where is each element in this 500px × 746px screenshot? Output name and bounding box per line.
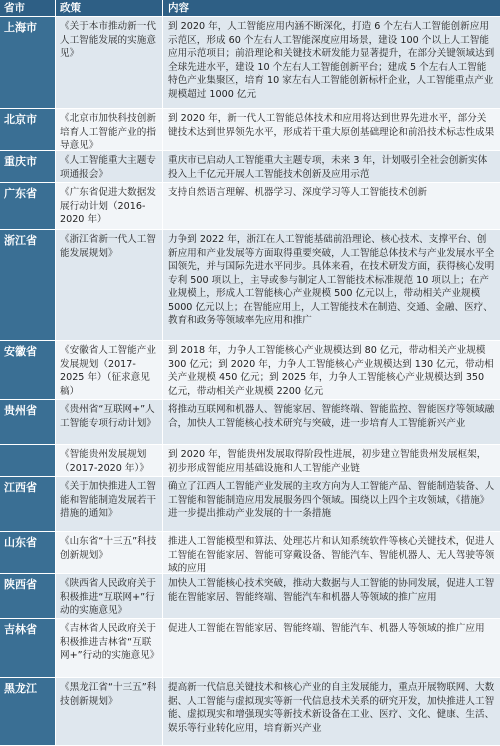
content-cell: 促进人工智能在智能家居、智能终端、智能汽车、机器人等领域的推广应用 <box>163 619 500 677</box>
policy-cell: 《吉林省人民政府关于积极推进吉林省“互联网+”行动的实施意见》 <box>56 619 163 677</box>
content-cell: 推进人工智能模型和算法、处理芯片和认知系统软件等核心关键技术，促进人工智能在智能家居、智能可穿戴设备、智能汽车、智能机器人、无人驾驶等领域的应用 <box>163 532 500 573</box>
content-cell: 到 2020 年，人工智能应用内涵不断深化，打造 6 个左右人工智能创新应用示范区，形成 60 个左右人工智能深度应用场景，建设 100 个以上人工智能应用示范项目；前沿理论和关键技术研发能力显著提升，在部分关键领域达到全球先进水平，建设 10 个左右人工智能创新平台；建成 5 个左右人工智能特色产业集聚区，培育 10 家左右人工智能创新标杆企业，人工智能重点产业规模超过 1000 亿元 <box>163 17 500 108</box>
table-row <box>0 230 500 341</box>
province-cell: 江西省 <box>0 477 56 531</box>
header-province: 省市 <box>0 0 56 16</box>
policy-cell: 《关于本市推动新一代人工智能发展的实施意见》 <box>56 17 163 108</box>
policy-cell: 《关于加快推进人工智能和智能制造发展若干措施的通知》 <box>56 477 163 531</box>
table-row <box>0 400 500 445</box>
table-row <box>0 183 500 230</box>
policy-cell: 《陕西省人民政府关于积极推进“互联网+”行动的实施意见》 <box>56 574 163 618</box>
content-cell: 到 2018 年，力争人工智能核心产业规模达到 80 亿元，带动相关产业规模 300 亿元；到 2020 年，力争人工智能核心产业规模达到 130 亿元，带动相关产业规模 450 亿元；到 2025 年，力争人工智能核心产业规模达到 350 亿元，带动相关产业规模 2200 亿元 <box>163 341 500 399</box>
header-content: 内容 <box>163 0 500 16</box>
table-row <box>0 678 500 746</box>
policy-cell: 《广东省促进大数据发展行动计划（2016-2020 年） <box>56 183 163 229</box>
province-cell: 山东省 <box>0 532 56 573</box>
policy-cell: 《浙江省新一代人工智能发展规划》 <box>56 230 163 340</box>
policy-cell: 《山东省“十三五”科技创新规划》 <box>56 532 163 573</box>
table-header-row <box>0 0 500 17</box>
province-cell: 重庆市 <box>0 151 56 182</box>
table-row <box>0 445 500 477</box>
policy-cell: 《贵州省“互联网+”人工智能专项行动计划》 <box>56 400 163 444</box>
province-cell <box>0 445 56 476</box>
table-row <box>0 17 500 109</box>
province-cell: 陕西省 <box>0 574 56 618</box>
policy-cell: 《人工智能重大主题专项通报会》 <box>56 151 163 182</box>
policy-cell: 《安徽省人工智能产业发展规划（2017-2025 年）（征求意见稿） <box>56 341 163 399</box>
content-cell: 支持自然语言理解、机器学习、深度学习等人工智能技术创新 <box>163 183 500 229</box>
content-cell: 重庆市已启动人工智能重大主题专项，未来 3 年，计划吸引全社会创新实体投入上千亿元开展人工智能技术创新及应用示范 <box>163 151 500 182</box>
policy-cell: 《北京市加快科技创新培育人工智能产业的指导意见》 <box>56 109 163 150</box>
content-cell: 将推动互联网和机器人、智能家居、智能终端、智能监控、智能医疗等领域融合，加快人工智能核心技术研究与突破，进一步培育人工智能新兴产业 <box>163 400 500 444</box>
content-cell: 确立了江西人工智能产业发展的主攻方向为人工智能产品、智能制造装备、人工智能和智能制造应用发展服务四个领域。围绕以上四个主攻领域，《措施》进一步提出推动产业发展的十一条措施 <box>163 477 500 531</box>
province-cell: 广东省 <box>0 183 56 229</box>
table-row <box>0 151 500 183</box>
province-cell: 安徽省 <box>0 341 56 399</box>
content-cell: 到 2020 年，智能贵州发展取得阶段性进展，初步建立智能贵州发展框架，初步形成智能应用基础设施和人工智能产业链 <box>163 445 500 476</box>
table-row <box>0 477 500 532</box>
policy-cell: 《黑龙江省“十三五”科技创新规划》 <box>56 678 163 745</box>
content-cell: 加快人工智能核心技术突破，推动大数据与人工智能的协同发展，促进人工智能在智能家居、智能终端、智能汽车和机器人等领域的推广应用 <box>163 574 500 618</box>
table-row <box>0 109 500 151</box>
content-cell: 到 2020 年，新一代人工智能总体技术和应用将达到世界先进水平，部分关键技术达到世界领先水平，形成若干重大原创基础理论和前沿技术标志性成果 <box>163 109 500 150</box>
header-policy: 政策 <box>56 0 163 16</box>
table-row <box>0 341 500 400</box>
table-row <box>0 532 500 574</box>
province-cell: 黑龙江 <box>0 678 56 745</box>
policy-cell: 《智能贵州发展规划（2017-2020 年）》 <box>56 445 163 476</box>
table-row <box>0 574 500 619</box>
province-cell: 吉林省 <box>0 619 56 677</box>
table-row <box>0 619 500 678</box>
province-cell: 浙江省 <box>0 230 56 340</box>
province-cell: 上海市 <box>0 17 56 108</box>
content-cell: 提高新一代信息关键技术和核心产业的自主发展能力，重点开展物联网、大数据、人工智能与虚拟现实等新一代信息技术关系的研究开发，加快推进人工智能、虚拟现实和增强现实等新技术新设备在工业、医疗、文化、健康、生活、娱乐等行业转化应用，培育新兴产业 <box>163 678 500 745</box>
content-cell: 力争到 2022 年，浙江在人工智能基础前沿理论、核心技术、支撑平台、创新应用和产业发展等方面取得重要突破，人工智能总体技术与产业发展水平全国领先，并与国际先进水平同步。具体来看，在技术研发方面，获得核心发明专利 500 项以上，主导或参与制定人工智能技术标准规范 10 项以上；在产业规模上，形成人工智能核心产业规模 500 亿元以上，带动相关产业规模 5000 亿元以上；在智能应用上，人工智能技术在制造、交通、金融、医疗、教育和政务等领域率先应用和推广 <box>163 230 500 340</box>
province-cell: 贵州省 <box>0 400 56 444</box>
province-cell: 北京市 <box>0 109 56 150</box>
